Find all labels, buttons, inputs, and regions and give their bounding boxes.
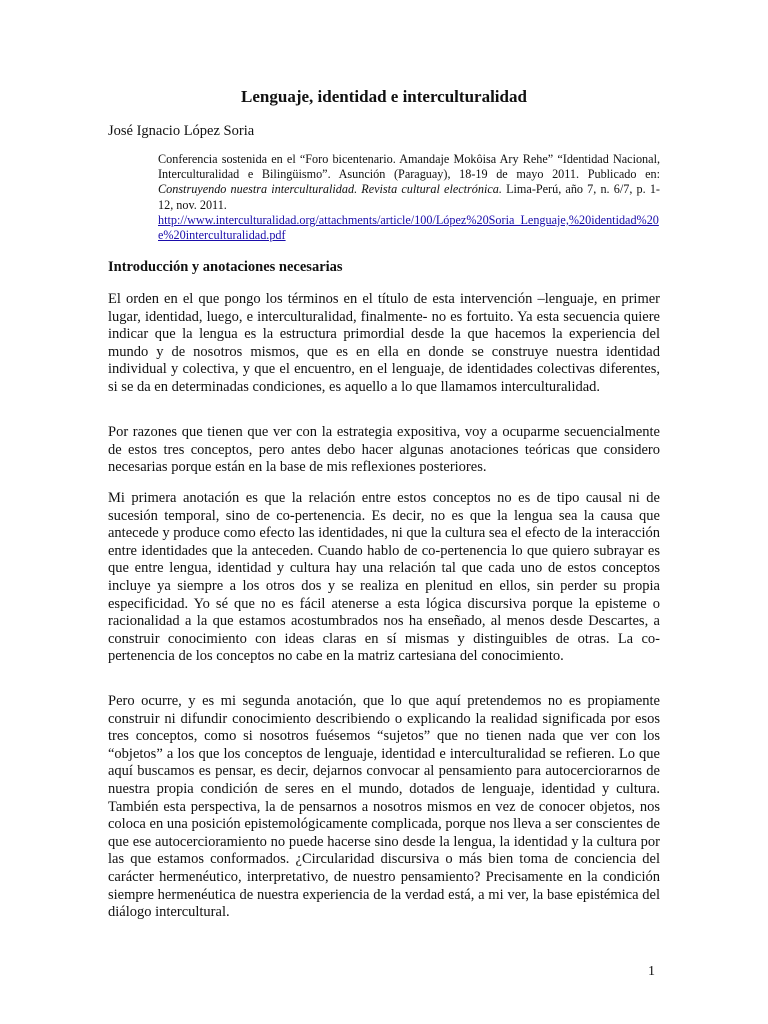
author-name: José Ignacio López Soria — [108, 123, 255, 139]
note-publication-title: Construyendo nuestra interculturalidad. Revista cultural electrónica. — [158, 182, 502, 197]
body-paragraph-4: Pero ocurre, y es mi segunda anotación, que lo que aquí pretendemos no es propiamente construir ni difundir conocimiento describiendo o explicando la realidad significada por esos tres conceptos, como si nosotros fuésemos “sujetos” que no tienen nada que ver con los “objetos” a los que los conceptos de lenguaje, identidad e interculturalidad se refieren. Lo que aquí buscamos es pensar, es decir, dejarnos convocar al pensamiento para autocerciorarnos de nuestra propia condición de seres en el mundo, dotados de lenguaje, identidad y cultura. También esta perspectiva, la de pensarnos a nosotros mismos en vez de conocer objetos, nos coloca en una posición epistemológicamente complicada, porque nos lleva a ser conscientes de que ese autocercioramiento no puede hacerse sino desde la lengua, la identidad y la cultura por las que estamos conformados. ¿Circularidad discursiva o más bien toma de conciencia del carácter hermenéutico, interpretativo, de nuestro pensamiento? Precisamente en la condición siempre hermenéutica de nuestra experiencia de la verdad está, a mi ver, la base epistémica del diálogo intercultural. — [108, 693, 660, 921]
body-paragraph-3: Mi primera anotación es que la relación entre estos conceptos no es de tipo causal ni de sucesión temporal, sino de co-pertenencia. Es decir, no es que la lengua sea la causa que antecede y produce como efecto las identidades, ni que la cultura sea el efecto de la interacción entre identidades que la anteceden. Cuando hablo de co-pertenencia lo que quiero subrayar es que entre lengua, identidad y cultura hay una relación tal que cada uno de estos conceptos incluye ya siempre a los otros dos y se realiza en plenitud en ellos, sin perder su propia especificidad. Yo sé que no es fácil atenerse a esta lógica discursiva porque la episteme o racionalidad a la que estamos acostumbrados nos ha enseñado, al menos desde Descartes, a construir conocimiento con ideas claras en sí mismas y distinguibles de otras. La co-pertenencia de los conceptos no cabe en la matriz cartesiana del conocimiento. — [108, 490, 660, 665]
document-title: Lenguaje, identidad e interculturalidad — [241, 87, 527, 106]
section-heading: Introducción y anotaciones necesarias — [108, 259, 343, 275]
body-paragraph-1: El orden en el que pongo los términos en el título de esta intervención –lenguaje, en primer lugar, identidad, luego, e interculturalidad, finalmente- no es fortuito. Ya esta secuencia quiere indicar que la lengua es la estructura primordial desde la que hacemos la experiencia del mundo y de nosotros mismos, que es en ella en donde se construye nuestra identidad individual y colectiva, y que el encuentro, en el lenguaje, de identidades colectivas diferentes, si se da en determinadas condiciones, es aquello a lo que llamamos interculturalidad. — [108, 291, 660, 395]
body-paragraph-2: Por razones que tienen que ver con la estrategia expositiva, voy a ocuparme secuencialmente de estos tres conceptos, pero antes debo hacer algunas anotaciones teóricas que considero necesarias porque están en la base de mis reflexiones posteriores. — [108, 424, 660, 476]
note-text-2: Lima-Perú, año 7, n. 6/7, p. 1-12, nov. 2011. — [158, 182, 660, 212]
publication-note — [158, 152, 660, 243]
note-text-1: Conferencia sostenida en el “Foro bicentenario. Amandaje Mokôisa Ary Rehe” “Identidad Nacional, Interculturalidad e Bilingüismo”. Asunción (Paraguay), 18-19 de mayo 2011. Publicado en: — [158, 152, 660, 182]
page-number: 1 — [648, 964, 655, 979]
source-link[interactable]: http://www.interculturalidad.org/attachments/article/100/López%20Soria_Lenguaje,%20identidad%20e%20interculturalidad.pdf — [158, 212, 659, 243]
